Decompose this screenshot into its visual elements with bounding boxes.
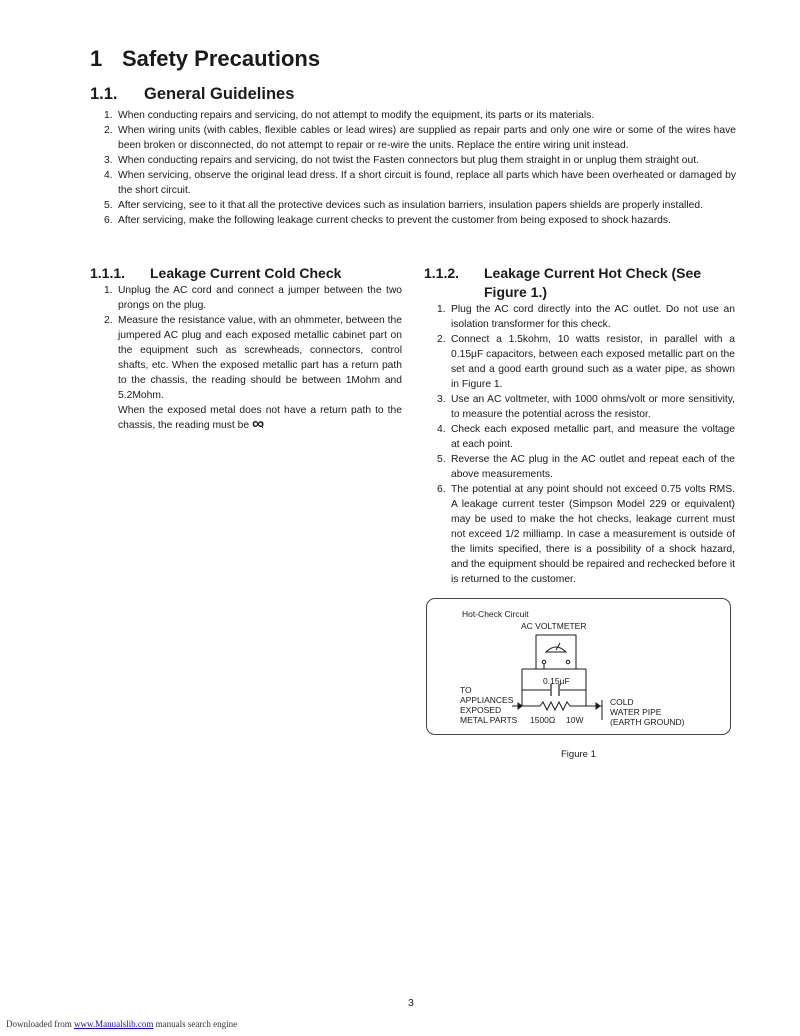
infinity-symbol: ∞ [251, 414, 262, 433]
list-item [437, 482, 735, 587]
hot-check-heading [424, 264, 740, 302]
section-title-text: Safety Precautions [122, 46, 321, 71]
cold-check-heading [90, 264, 341, 283]
item-number: 3. [104, 155, 113, 166]
list-item [437, 332, 735, 392]
list-item [437, 302, 735, 332]
subsection-title [90, 85, 294, 104]
list-item [104, 313, 402, 433]
item-number: 6. [104, 215, 113, 226]
cold-check-continuation [118, 403, 402, 433]
item-text: Check each exposed metallic part, and measure the voltage at each point. [451, 424, 735, 450]
item-text: After servicing, make the following leakage current checks to prevent the customer from being exposed to shock hazards. [118, 215, 671, 226]
section-title [90, 46, 320, 72]
manualslib-link[interactable]: www.Manualslib.com [73, 1019, 154, 1029]
page-number: 3 [408, 997, 414, 1009]
continuation-text: When the exposed metal does not have a return path to the chassis, the reading must be [118, 405, 402, 431]
item-text: Unplug the AC cord and connect a jumper between the two prongs on the plug. [118, 285, 402, 311]
item-text: Use an AC voltmeter, with 1000 ohms/volt or more sensitivity, to measure the potential across the resistor. [451, 394, 735, 420]
list-item [104, 123, 736, 153]
left-label-2: APPLIANCES [460, 695, 514, 705]
item-text: When servicing, observe the original lead dress. If a short circuit is found, replace all parts which have been overheated or damaged by the short circuit. [118, 170, 736, 196]
item-number: 2. [437, 334, 446, 345]
item-text: Plug the AC cord directly into the AC outlet. Do not use an isolation transformer for this check. [451, 304, 735, 330]
list-item [104, 198, 736, 213]
item-number: 4. [104, 170, 113, 181]
list-item [104, 283, 402, 313]
item-number: 4. [437, 424, 446, 435]
item-number: 3. [437, 394, 446, 405]
hot-check-circuit-diagram [426, 598, 731, 735]
resistor-label: 1500Ω [530, 715, 556, 725]
item-number: 2. [104, 125, 113, 136]
wattage-label: 10W [566, 715, 584, 725]
item-text: When conducting repairs and servicing, do not attempt to modify the equipment, its parts or its materials. [118, 110, 595, 121]
item-text: Reverse the AC plug in the AC outlet and repeat each of the above measurements. [451, 454, 735, 480]
left-label-4: METAL PARTS [460, 715, 518, 725]
cold-check-number: 1.1.1. [90, 265, 126, 281]
general-guidelines-list [104, 108, 736, 228]
item-number: 1. [104, 110, 113, 121]
right-label-3: (EARTH GROUND) [610, 717, 685, 727]
list-item [437, 422, 735, 452]
item-text: When conducting repairs and servicing, do not twist the Fasten connectors but plug them straight in or unplug them straight out. [118, 155, 699, 166]
list-item [104, 213, 736, 228]
cold-check-list [104, 283, 402, 433]
item-number: 6. [437, 484, 446, 495]
subsection-number: 1.1. [90, 85, 118, 103]
voltmeter-label: AC VOLTMETER [521, 621, 587, 631]
footer-prefix: Downloaded from [6, 1019, 72, 1029]
item-number: 2. [104, 315, 113, 326]
item-text: The potential at any point should not exceed 0.75 volts RMS. A leakage current tester (Simpson Model 229 or equivalent) may be used to make the hot checks, leakage current must not exceed 1/2 milliamp. In case a measurement is outside of the limits specified, there is a possibility of a shock hazard, and the equipment should be repaired and rechecked before it is returned to the customer. [451, 484, 735, 585]
cold-check-title: Leakage Current Cold Check [150, 265, 342, 281]
voltmeter-icon [536, 635, 576, 669]
item-number: 1. [437, 304, 446, 315]
circuit-wires [512, 664, 602, 720]
right-label-2: WATER PIPE [610, 707, 662, 717]
hot-check-title-line2: Figure 1.) [484, 284, 548, 300]
right-label-1: COLD [610, 697, 634, 707]
item-text: After servicing, see to it that all the protective devices such as insulation barriers, insulation papers shields are properly installed. [118, 200, 703, 211]
capacitor-label: 0.15μF [543, 676, 570, 686]
hot-check-list [437, 302, 735, 587]
left-label-3: EXPOSED [460, 705, 502, 715]
item-number: 5. [437, 454, 446, 465]
circuit-title: Hot-Check Circuit [462, 609, 529, 619]
list-item [104, 153, 736, 168]
item-text: When wiring units (with cables, flexible cables or lead wires) are supplied as repair parts and only one wire or some of the wires have been broken or disconnected, do not attempt to repair or re-wire the units. Replace the entire wiring unit instead. [118, 125, 736, 151]
item-text: Connect a 1.5kohm, 10 watts resistor, in parallel with a 0.15μF capacitors, between each exposed metallic part on the set and a good earth ground such as a water pipe, as shown in Figure 1. [451, 334, 735, 390]
list-item [104, 168, 736, 198]
left-label-1: TO [460, 685, 472, 695]
hot-check-title-line1: Leakage Current Hot Check (See [484, 265, 702, 281]
item-number: 5. [104, 200, 113, 211]
section-number: 1 [90, 46, 103, 71]
resistor-icon [540, 702, 570, 710]
item-text: Measure the resistance value, with an ohmmeter, between the jumpered AC plug and each exposed metallic cabinet part on the equipment such as screwheads, connectors, control shafts, etc. When the exposed metallic part has a return path to the chassis, the reading should be between 1Mohm and 5.2Mohm. [118, 315, 402, 401]
list-item [104, 108, 736, 123]
footer-suffix: manuals search engine [155, 1019, 238, 1029]
hot-check-number: 1.1.2. [424, 265, 460, 281]
list-item [437, 452, 735, 482]
period: . [261, 420, 264, 431]
download-footer [6, 1019, 237, 1029]
subsection-title-text: General Guidelines [144, 85, 295, 103]
item-number: 1. [104, 285, 113, 296]
list-item [437, 392, 735, 422]
figure-caption: Figure 1 [561, 749, 596, 760]
